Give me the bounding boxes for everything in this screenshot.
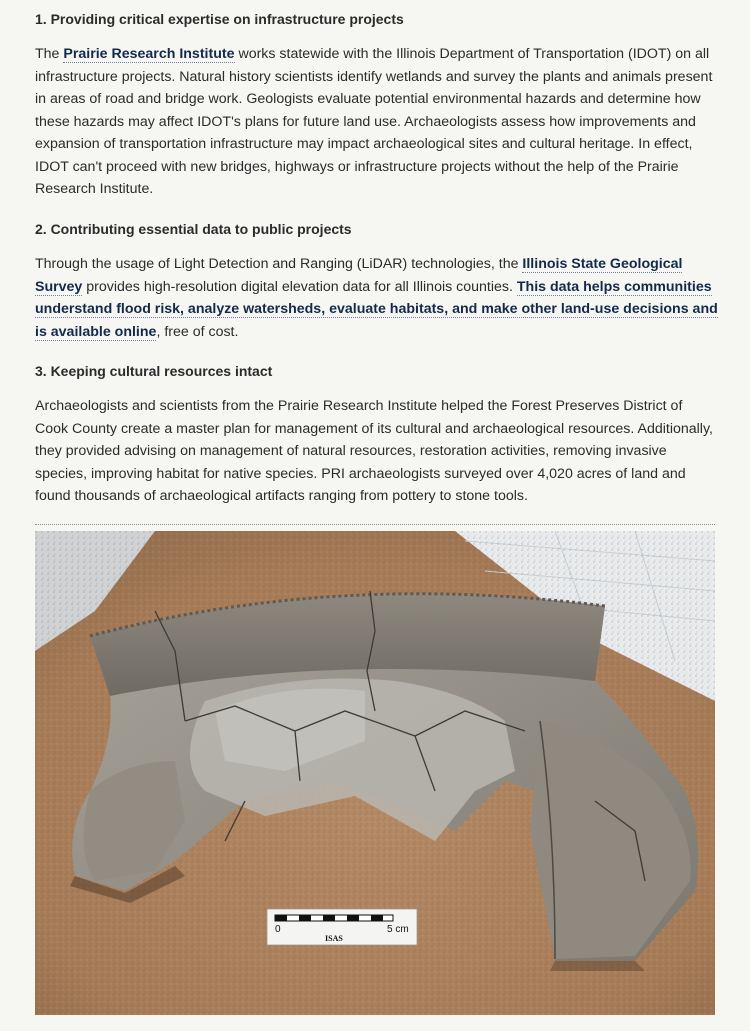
link-data-available-online[interactable]: This data helps communities understand flood risk, analyze watersheds, evaluate habitats, and make other land-use decisions and is available online (35, 278, 718, 340)
paragraph-cultural-resources: Archaeologists and scientists from the Prairie Research Institute helped the Forest Preserves District of Cook County create a master plan for management of its cultural and archaeological resources. Additionally, they provided advising on management of natural resources, restoration activities, removing invasive species, improving habitat for native species. PRI archaeologists surveyed over 4,020 acres of land and found thousands of archaeological artifacts ranging from pottery to stone tools. (35, 398, 713, 504)
paragraph-public-data: Through the usage of Light Detection and Ranging (LiDAR) technologies, the Illinois State Geological Survey provides high-resolution digital elevation data for all Illinois counties. This data helps communities understand flood risk, analyze watersheds, evaluate habitats, and make other land-use decisions and is available online, free of cost. (35, 256, 718, 340)
scale-five-cm-label: 5 cm (387, 924, 409, 935)
pottery-photo (35, 531, 715, 1015)
scale-zero-label: 0 (275, 924, 281, 935)
scale-logo: ISAS (325, 934, 343, 943)
section-heading-cultural-resources: 3. Keeping cultural resources intact (35, 363, 273, 379)
section-heading-infrastructure: 1. Providing critical expertise on infrastructure projects (35, 11, 404, 27)
section-heading-public-data: 2. Contributing essential data to public projects (35, 221, 352, 237)
scale-bar (267, 909, 417, 945)
link-prairie-research-institute[interactable]: Prairie Research Institute (63, 46, 235, 62)
link-illinois-state-geological-survey[interactable]: Illinois State Geological Survey (35, 256, 683, 295)
divider (35, 524, 715, 525)
paragraph-infrastructure: The Prairie Research Institute works statewide with the Illinois Department of Transportation (IDOT) on all infrastructure projects. Natural history scientists identify wetlands and survey the plants and animals present in areas of road and bridge work. Geologists evaluate potential environmental hazards and determine how these hazards may affect IDOT's plans for future land use. Archaeologists assess how improvements and expansion of transportation infrastructure may impact archaeological sites and cultural heritage. In effect, IDOT can't proceed with new bridges, highways or infrastructure projects without the help of the Prairie Research Institute. (35, 46, 713, 197)
